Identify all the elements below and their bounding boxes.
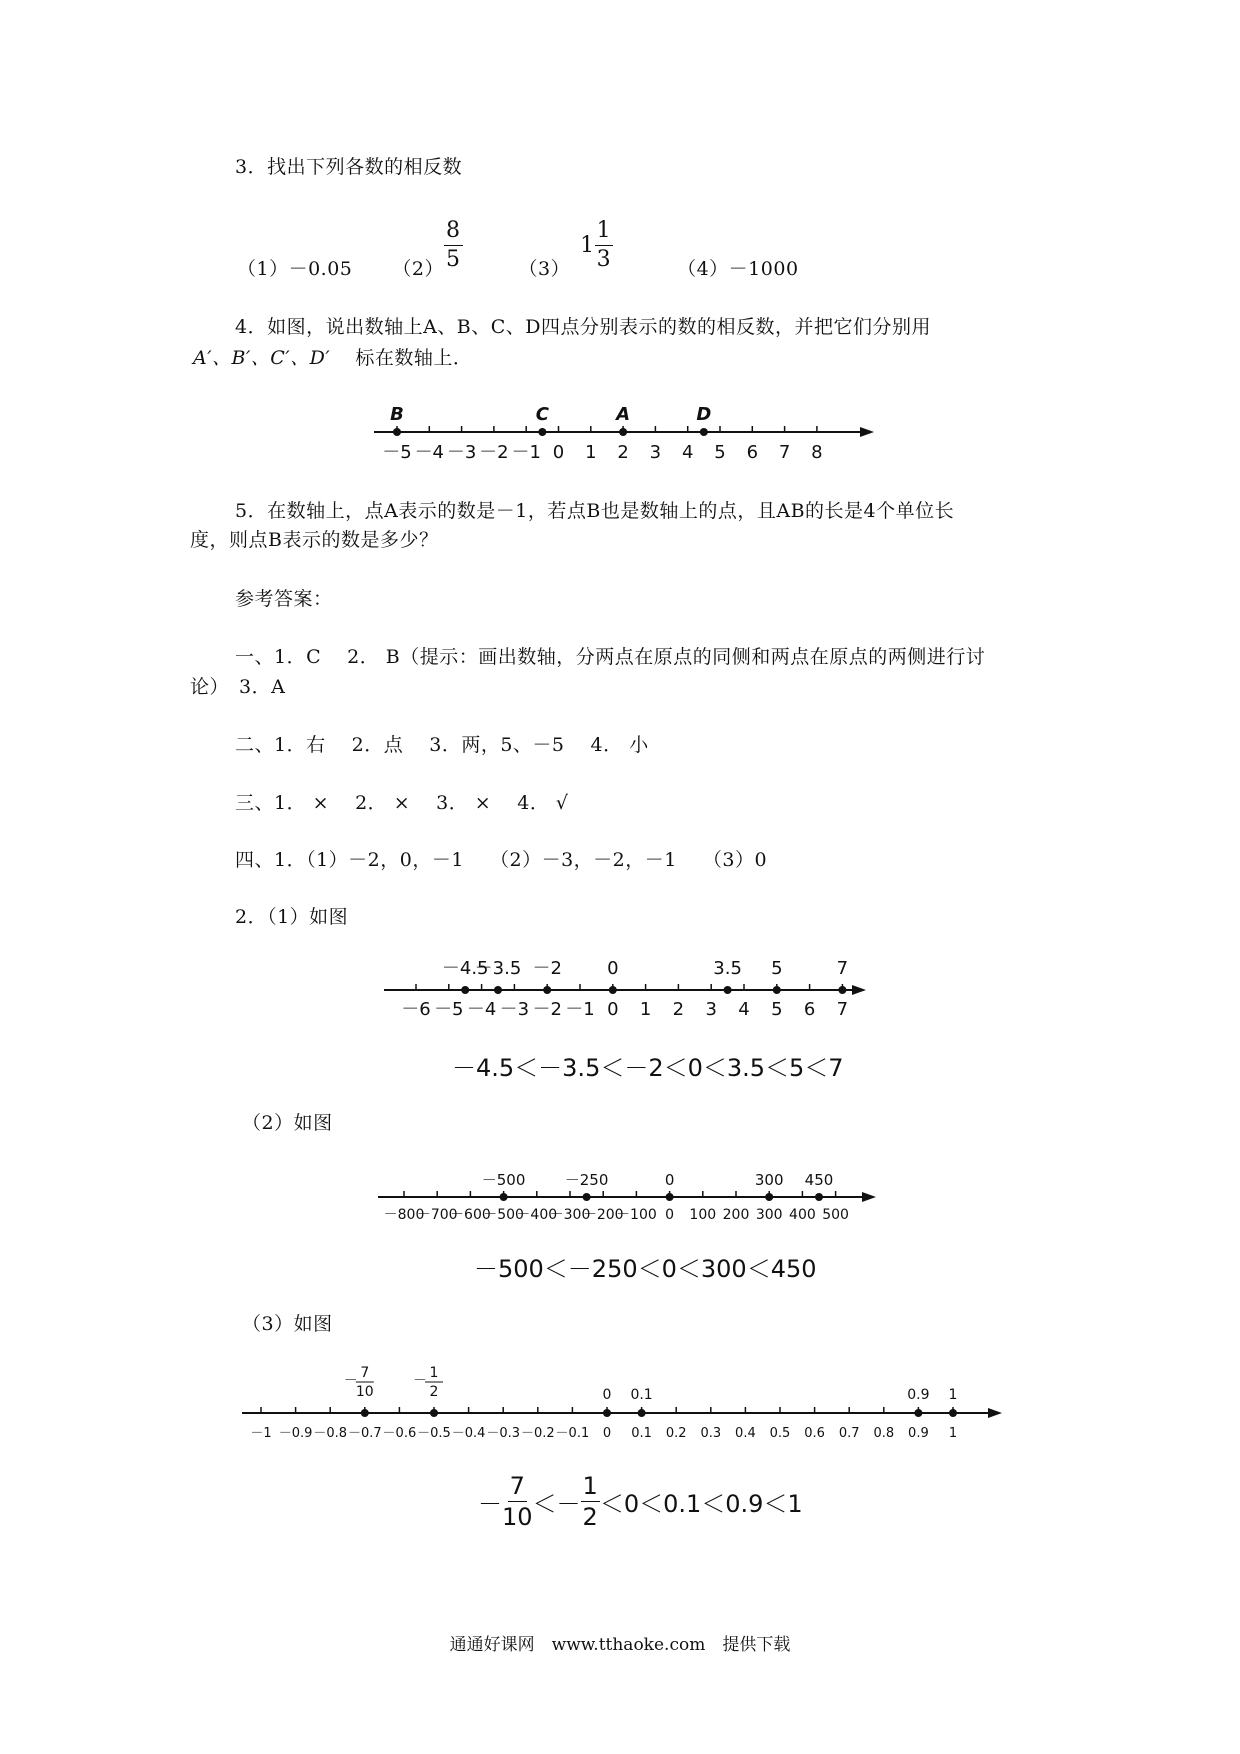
number-line-answer-1 — [384, 958, 866, 1020]
axis-arrow — [860, 427, 874, 437]
tick-label: －4 — [414, 442, 445, 463]
point-label: 1 — [948, 1387, 958, 1403]
tick-label: －0.7 — [347, 1426, 382, 1441]
fraction-denominator: 2 — [582, 1503, 598, 1531]
tick-label: 1 — [948, 1426, 958, 1441]
point-marker — [430, 1409, 438, 1417]
answer-part-1-line-2: 论） 3．A — [190, 676, 286, 698]
tick-label: 3 — [705, 999, 717, 1020]
point-label: 0.9 — [907, 1387, 930, 1403]
tick-label: 4 — [681, 442, 694, 463]
tick-label: －400 — [516, 1207, 558, 1223]
tick-label: 0 — [602, 1426, 612, 1441]
tick-label: 400 — [789, 1207, 816, 1223]
point-label-numerator: 7 — [360, 1365, 370, 1381]
point-marker — [543, 986, 551, 994]
fraction-numerator: 8 — [444, 220, 463, 246]
q3-item-3-label: （3） — [518, 258, 571, 280]
point-marker — [700, 428, 708, 436]
tick-label: 0 — [665, 1207, 675, 1223]
tick-label: 0.2 — [665, 1426, 687, 1441]
point-label: －3.5 — [474, 958, 522, 979]
tick-label: －700 — [416, 1207, 458, 1223]
tick-label: －0.5 — [417, 1426, 451, 1441]
tick-label: －0.1 — [555, 1426, 590, 1441]
fraction-numerator: 1 — [582, 1472, 598, 1500]
q5-line-2: 度，则点B表示的数是多少？ — [190, 529, 439, 551]
tick-label: －5 — [434, 999, 464, 1020]
tick-label: 6 — [746, 442, 759, 463]
tick-label: 7 — [836, 999, 849, 1020]
point-label: A — [616, 404, 631, 425]
answer-part-2: 二、1．右 2．点 3．两，5、－5 4． 小 — [235, 734, 649, 756]
point-marker — [638, 1409, 646, 1417]
point-label: －2 — [532, 958, 562, 979]
tick-label: －3 — [446, 442, 477, 463]
q3-item-1: （1）－0.05 — [237, 258, 353, 280]
tick-label: 5 — [714, 442, 726, 463]
tick-label: 7 — [778, 442, 791, 463]
tick-label: 300 — [755, 1207, 783, 1223]
point-label: 7 — [836, 958, 849, 979]
fraction-numerator: 1 — [595, 220, 614, 246]
point-label: －4.5 — [441, 958, 489, 979]
tick-label: 0.8 — [873, 1426, 895, 1441]
tick-label: －0.6 — [382, 1426, 417, 1441]
tick-label: 4 — [738, 999, 750, 1020]
q4-line-2-text: 标在数轴上． — [355, 347, 473, 369]
point-label: 0 — [664, 1171, 675, 1189]
point-marker — [724, 986, 732, 994]
point-marker — [538, 428, 546, 436]
tick-label: －3 — [499, 999, 530, 1020]
answer-part-4: 四、1．（1）－2，0，－1 （2）－3，－2，－1 （3）0 — [235, 849, 768, 871]
fraction-denominator: 3 — [596, 247, 612, 272]
sub-answer-3-label: （3）如图 — [242, 1313, 333, 1335]
point-label-denominator: 10 — [355, 1384, 374, 1400]
inequality-1: －4.5＜－3.5＜－2＜0＜3.5＜5＜7 — [452, 1054, 844, 1082]
tick-label: －4 — [466, 999, 497, 1020]
point-marker — [583, 1193, 591, 1201]
tick-label: －800 — [383, 1207, 425, 1223]
point-marker — [609, 986, 617, 994]
point-label: 450 — [804, 1171, 834, 1189]
ineq3-mid: ＜－ — [532, 1490, 581, 1518]
point-label: 0 — [602, 1387, 612, 1403]
point-marker — [619, 428, 627, 436]
point-marker — [500, 1193, 508, 1201]
point-marker — [949, 1409, 957, 1417]
tick-label: 200 — [722, 1207, 750, 1223]
point-label: 3.5 — [713, 958, 742, 979]
sub-answer-2-label: （2）如图 — [242, 1112, 333, 1134]
tick-label: －2 — [532, 999, 562, 1020]
point-label-minus: － — [413, 1373, 427, 1389]
tick-label: 0 — [552, 442, 565, 463]
point-label: 5 — [771, 958, 783, 979]
q3-item-2-label: （2） — [392, 258, 444, 280]
tick-label: －5 — [382, 442, 412, 463]
q4-line-1: 4．如图，说出数轴上A、B、C、D四点分别表示的数的相反数，并把它们分别用 — [235, 316, 932, 338]
point-label: 300 — [754, 1171, 784, 1189]
tick-label: －100 — [616, 1207, 657, 1223]
tick-label: －0.2 — [520, 1426, 555, 1441]
number-line-answer-3 — [242, 1365, 1002, 1441]
fraction-denominator: 10 — [502, 1503, 533, 1531]
tick-label: －600 — [450, 1207, 491, 1223]
tick-label: 1 — [585, 442, 597, 463]
point-label: 0.1 — [630, 1387, 653, 1403]
number-line-answer-2 — [378, 1171, 876, 1223]
tick-label: －2 — [479, 442, 509, 463]
tick-label: －300 — [549, 1207, 591, 1223]
point-marker — [815, 1193, 823, 1201]
point-label: 0 — [607, 958, 619, 979]
point-marker — [773, 986, 781, 994]
point-label: B — [390, 404, 404, 425]
point-label-minus: － — [343, 1373, 358, 1389]
number-line-q4 — [374, 404, 874, 463]
tick-label: 0 — [607, 999, 619, 1020]
tick-label: 8 — [811, 442, 823, 463]
tick-label: 0.6 — [804, 1426, 825, 1441]
answer-part-1-line-1: 一、1．C 2． B（提示：画出数轴，分两点在原点的同侧和两点在原点的两侧进行讨 — [235, 646, 986, 668]
tick-label: －0.4 — [451, 1426, 486, 1441]
inequality-2: －500＜－250＜0＜300＜450 — [474, 1255, 817, 1283]
ineq3-minus: － — [478, 1490, 502, 1518]
point-marker — [838, 986, 846, 994]
q4-primed-points: A′、B′、C′、D′ — [193, 347, 331, 369]
tick-label: －1 — [565, 999, 595, 1020]
point-label-numerator: 1 — [429, 1365, 439, 1381]
point-marker — [393, 428, 401, 436]
tick-label: －200 — [582, 1207, 624, 1223]
q3-title: 3．找出下列各数的相反数 — [235, 156, 463, 178]
point-marker — [361, 1409, 369, 1417]
fraction-denominator: 5 — [446, 247, 461, 272]
axis-arrow — [988, 1408, 1002, 1418]
tick-label: －500 — [483, 1207, 524, 1223]
tick-label: 2 — [672, 999, 685, 1020]
point-label: D — [696, 404, 712, 425]
point-marker — [765, 1193, 773, 1201]
tick-label: 0.1 — [631, 1426, 652, 1441]
tick-label: －0.9 — [278, 1426, 313, 1441]
tick-label: －0.8 — [313, 1426, 348, 1441]
tick-label: 0.5 — [769, 1426, 791, 1441]
point-marker — [461, 986, 469, 994]
tick-label: －6 — [401, 999, 431, 1020]
point-marker — [603, 1409, 611, 1417]
page-footer: 通通好课网 www.tthaoke.com 提供下载 — [449, 1635, 791, 1655]
q5-line-1: 5．在数轴上，点A表示的数是－1，若点B也是数轴上的点，且AB的长是4个单位长 — [235, 500, 955, 522]
tick-label: 0.7 — [838, 1426, 860, 1441]
point-label-denominator: 2 — [429, 1384, 439, 1400]
tick-label: 100 — [689, 1207, 717, 1223]
tick-label: 2 — [617, 442, 629, 463]
point-marker — [914, 1409, 922, 1417]
tick-label: 3 — [649, 442, 662, 463]
point-label: －250 — [564, 1171, 609, 1189]
point-marker — [666, 1193, 674, 1201]
answers-heading: 参考答案： — [235, 588, 333, 610]
tick-label: 0.3 — [700, 1426, 722, 1441]
axis-arrow — [852, 985, 866, 995]
q3-item-4: （4）－1000 — [677, 258, 799, 280]
point-marker — [494, 986, 502, 994]
point-label: －500 — [481, 1171, 526, 1189]
tick-label: －0.3 — [486, 1426, 521, 1441]
answer-part-3: 三、1． × 2． × 3． × 4． √ — [235, 792, 569, 814]
tick-label: －1 — [511, 442, 541, 463]
q3-item-3-whole: 1 — [580, 233, 595, 258]
tick-label: 0.9 — [908, 1426, 929, 1441]
answer-part-4-2-label: 2．（1）如图 — [235, 906, 349, 928]
tick-label: 500 — [822, 1207, 849, 1223]
fraction-numerator: 7 — [509, 1472, 525, 1500]
tick-label: －1 — [250, 1426, 272, 1441]
axis-arrow — [862, 1192, 876, 1202]
tick-label: 6 — [803, 999, 816, 1020]
ineq3-tail: ＜0＜0.1＜0.9＜1 — [599, 1490, 803, 1518]
tick-label: 5 — [771, 999, 783, 1020]
tick-label: 1 — [639, 999, 652, 1020]
tick-label: 0.4 — [735, 1426, 756, 1441]
point-label: C — [535, 404, 549, 425]
